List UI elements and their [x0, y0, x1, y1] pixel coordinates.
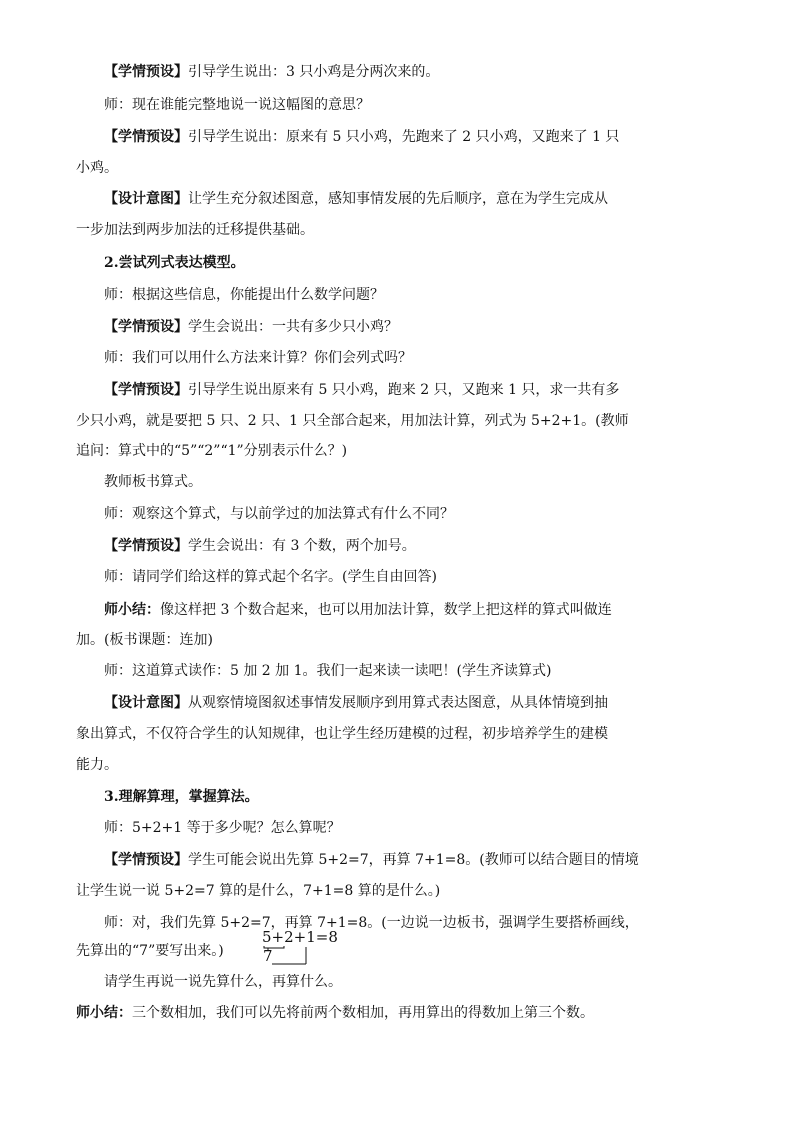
text-line — [104, 661, 794, 681]
text-line — [104, 348, 794, 368]
text-line — [76, 881, 794, 901]
text-line — [104, 972, 794, 992]
bold-label: 【学情预设】 — [104, 319, 188, 335]
line-text: 小鸡。 — [76, 160, 118, 176]
bold-label: 【学情预设】 — [104, 852, 188, 868]
text-line — [104, 472, 794, 492]
text-line — [104, 317, 794, 337]
line-text: 请学生再说一说先算什么，再算什么。 — [104, 974, 342, 990]
bold-label: 师小结： — [104, 602, 160, 618]
bold-label: 【学情预设】 — [104, 382, 188, 398]
line-text: 学生会说出：一共有多少只小鸡？ — [188, 319, 398, 335]
text-line — [104, 850, 794, 870]
line-text: 象出算式，不仅符合学生的认知规律，也让学生经历建模的过程，初步培养学生的建模 — [76, 726, 608, 742]
bold-label: 3.理解算理，掌握算法。 — [104, 789, 259, 805]
text-line — [76, 724, 794, 744]
text-line — [76, 158, 794, 178]
bold-label: 【设计意图】 — [104, 695, 188, 711]
text-line — [104, 693, 794, 713]
bold-label: 【学情预设】 — [104, 129, 188, 145]
text-line — [104, 504, 794, 524]
text-line — [104, 62, 794, 82]
bold-label: 【设计意图】 — [104, 191, 188, 207]
text-line — [104, 536, 794, 556]
line-text: 引导学生说出：原来有 5 只小鸡，先跑来了 2 只小鸡，又跑来了 1 只 — [188, 129, 620, 145]
board-calculation — [262, 928, 342, 968]
line-text: 能力。 — [76, 757, 118, 773]
text-line — [104, 567, 794, 587]
line-text: 少只小鸡，就是要把 5 只、2 只、1 只全部合起来，用加法计算，列式为 5+2+1。(教师 — [76, 413, 629, 429]
text-line — [104, 189, 794, 209]
line-text: 师：请同学们给这样的算式起个名字。(学生自由回答) — [104, 569, 437, 585]
text-line — [104, 95, 794, 115]
text-line — [104, 285, 794, 305]
text-line — [104, 818, 794, 838]
line-text: 三个数相加，我们可以先将前两个数相加，再用算出的得数加上第三个数。 — [132, 1005, 594, 1021]
line-text: 学生会说出：有 3 个数，两个加号。 — [188, 538, 416, 554]
line-text: 师：观察这个算式，与以前学过的加法算式有什么不同？ — [104, 506, 454, 522]
text-line — [76, 220, 794, 240]
calculation-expression: 5+2+1=8 — [262, 928, 338, 946]
text-line — [76, 1003, 794, 1023]
line-text: 一步加法到两步加法的迁移提供基础。 — [76, 222, 314, 238]
line-text: 追问：算式中的“5”“2”“1”分别表示什么？) — [76, 443, 348, 459]
line-text: 像这样把 3 个数合起来，也可以用加法计算，数学上把这样的算式叫做连 — [160, 602, 612, 618]
line-text: 从观察情境图叙述事情发展顺序到用算式表达图意，从具体情境到抽 — [188, 695, 608, 711]
text-line — [104, 127, 794, 147]
calculation-partial-result: 7 — [263, 947, 273, 965]
line-text: 师：5+2+1 等于多少呢？怎么算呢？ — [104, 820, 341, 836]
bold-label: 师小结： — [76, 1005, 132, 1021]
section-heading — [104, 253, 794, 273]
line-text: 师：根据这些信息，你能提出什么数学问题？ — [104, 287, 384, 303]
text-line — [104, 913, 794, 933]
line-text: 先算出的“7”要写出来。) — [76, 943, 224, 959]
text-line — [104, 600, 794, 620]
line-text: 让学生说一说 5+2=7 算的是什么，7+1=8 算的是什么。) — [76, 883, 441, 899]
bold-label: 【学情预设】 — [104, 538, 188, 554]
line-text: 师：对，我们先算 5+2=7，再算 7+1=8。(一边说一边板书，强调学生要搭桥画线， — [104, 915, 639, 931]
section-heading — [104, 787, 794, 807]
text-line — [76, 411, 794, 431]
text-line — [76, 941, 794, 961]
line-text: 师：我们可以用什么方法来计算？你们会列式吗？ — [104, 350, 412, 366]
line-text: 学生可能会说出先算 5+2=7，再算 7+1=8。(教师可以结合题目的情境 — [188, 852, 639, 868]
text-line — [104, 380, 794, 400]
line-text: 加。(板书课题：连加) — [76, 632, 213, 648]
line-text: 让学生充分叙述图意，感知事情发展的先后顺序，意在为学生完成从 — [188, 191, 608, 207]
line-text: 教师板书算式。 — [104, 474, 202, 490]
bold-label: 2.尝试列式表达模型。 — [104, 255, 245, 271]
line-text: 引导学生说出原来有 5 只小鸡，跑来 2 只，又跑来 1 只，求一共有多 — [188, 382, 620, 398]
text-line — [76, 755, 794, 775]
line-text: 师：现在谁能完整地说一说这幅图的意思？ — [104, 97, 370, 113]
bridge-lines — [262, 928, 342, 968]
line-text: 师：这道算式读作：5 加 2 加 1。我们一起来读一读吧！(学生齐读算式) — [104, 663, 552, 679]
bold-label: 【学情预设】 — [104, 64, 188, 80]
text-line — [76, 441, 794, 461]
line-text: 引导学生说出：3 只小鸡是分两次来的。 — [188, 64, 440, 80]
text-line — [76, 630, 794, 650]
